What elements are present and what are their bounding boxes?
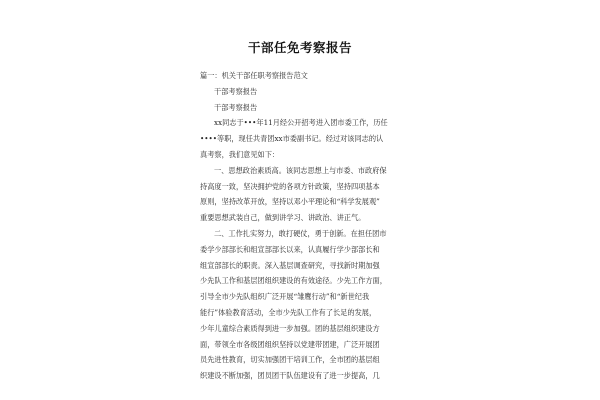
paragraph-line: 少年儿童综合素质得到进一步加强。团的基层组织建设方 bbox=[200, 323, 380, 333]
paragraph-line: 一、思想政治素质高。该同志思想上与市委、市政府保 bbox=[214, 165, 387, 175]
paragraph-line: ••••等职，现任共青团xx市委副书记。经过对该同志的认 bbox=[200, 134, 384, 144]
paragraph-line: 面，带领全市各级团组织坚持以党建带团建，广泛开展团 bbox=[200, 339, 380, 349]
document-title: 干部任免考察报告 bbox=[247, 40, 352, 55]
paragraph-line: 引导全市少先队组织广泛开展“雏鹰行动”和“新世纪我 bbox=[200, 292, 370, 302]
paragraph-line: 原则，坚持改革开放，坚持以邓小平理论和“科学发展观” bbox=[200, 197, 380, 207]
paragraph-line: 员先进性教育，切实加强团干培训工作，全市团的基层组 bbox=[200, 355, 380, 365]
document-body bbox=[200, 68, 395, 384]
paragraph-line: 织建设不断加强，团员团干队伍建设有了进一步提高，几 bbox=[200, 371, 380, 381]
paragraph-line: 真考察，我们意见如下： bbox=[200, 149, 280, 159]
section-heading: 篇一：机关干部任职考察报告范文 bbox=[200, 71, 308, 80]
subtitle-line: 干部考察报告 bbox=[214, 102, 258, 112]
paragraph-line: 二、工作扎实努力，敢打硬仗，勇于创新。在担任团市 bbox=[214, 228, 387, 238]
paragraph-line: 重要思想武装自己，做到讲学习、讲政治、讲正气。 bbox=[200, 213, 366, 223]
paragraph-line: 少先队工作和基层团组织建设的有效途径。少先工作方面， bbox=[200, 276, 387, 286]
paragraph-line: 组宣部部长的职责。深入基层调查研究，寻找新时期加强 bbox=[200, 260, 380, 270]
paragraph-line: 委学少部部长和组宣部部长以来，认真履行学少部部长和 bbox=[200, 244, 380, 254]
paragraph-line: xx同志于•••年11月经公开招考进入团市委工作，历任 bbox=[214, 118, 388, 128]
subtitle-line: 干部考察报告 bbox=[214, 86, 258, 96]
paragraph-line: 能行”体验教育活动，全市少先队工作有了长足的发展， bbox=[200, 307, 377, 317]
paragraph-line: 持高度一致，坚决拥护党的各项方针政策，坚持四项基本 bbox=[200, 181, 380, 191]
